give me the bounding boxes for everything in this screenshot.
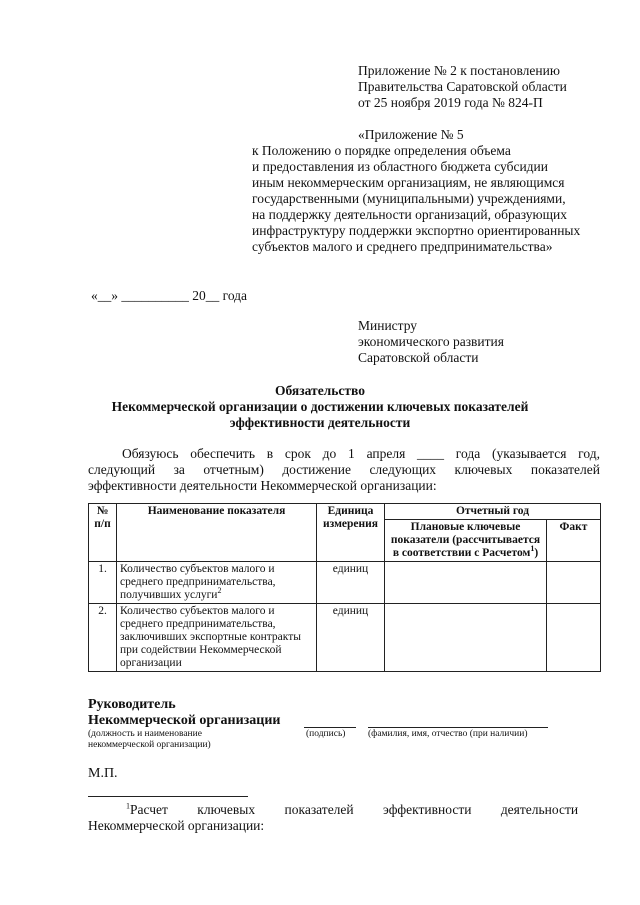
signature-title: Руководитель	[88, 697, 176, 712]
header-unit: Единица измерения	[317, 504, 385, 562]
footnote-mark: 1	[126, 801, 130, 811]
indicators-table	[88, 503, 601, 672]
footnote-mark-wrap	[126, 802, 578, 818]
regulation-line-6: на поддержку деятельности организаций, образующих	[252, 207, 567, 222]
name-line	[368, 727, 548, 728]
row-1-footnote-mark: 2	[217, 586, 222, 596]
footnote-separator	[88, 796, 248, 797]
addressee-line-2: экономического развития	[358, 334, 504, 349]
footnote-line-1	[88, 802, 600, 818]
stamp-place: М.П.	[88, 766, 118, 781]
row-1-num: 1.	[89, 562, 117, 604]
appendix-line-3: от 25 ноября 2019 года № 824-П	[358, 95, 543, 110]
row-1-name-text: Количество субъектов малого и среднего предпринимательства, получивших услуги	[120, 563, 276, 601]
date-line: «__» __________ 20__ года	[91, 288, 248, 303]
table-row	[89, 562, 601, 604]
row-2-name: Количество субъектов малого и среднего предпринимательства, заключивших экспортные контракты при содействии Некоммерческой организации	[117, 604, 317, 672]
header-num: № п/п	[89, 504, 117, 562]
row-1-plan	[385, 562, 547, 604]
regulation-line-2: к Положению о порядке определения объема	[252, 143, 511, 158]
signature-line	[304, 727, 356, 728]
sign-label: (подпись)	[306, 729, 346, 739]
intro-paragraph	[88, 446, 600, 494]
intro-line-3: эффективности деятельности Некоммерческой организации:	[88, 478, 437, 493]
footnote-text-1: Расчет ключевых показателей эффективности деятельности	[130, 802, 579, 817]
table-header-row	[89, 504, 601, 520]
appendix-line-2: Правительства Саратовской области	[358, 79, 567, 94]
heading-subtitle: Некоммерческой организации о достижении ключевых показателей	[111, 399, 529, 414]
addressee	[358, 318, 504, 366]
signature-org: Некоммерческой организации	[88, 713, 281, 728]
header-plan-footnote-mark: 1	[530, 544, 535, 554]
addressee-line-3: Саратовской области	[358, 350, 479, 365]
row-2-plan	[385, 604, 547, 672]
position-label-2: некоммерческой организации)	[88, 740, 211, 750]
footnote	[88, 802, 600, 834]
header-plan-text: Плановые ключевые показатели (рассчитывается в соответствии с Расчетом	[390, 521, 541, 559]
header-fact: Факт	[547, 520, 601, 562]
intro-line-2: следующий за отчетным) достижение следующих ключевых показателей	[88, 462, 600, 477]
regulation-line-5: государственными (муниципальными) учреждениями,	[252, 191, 566, 206]
header-name: Наименование показателя	[117, 504, 317, 562]
regulation-line-7: инфраструктуру поддержки экспортно ориентированных	[252, 223, 581, 238]
row-1-fact	[547, 562, 601, 604]
row-2-unit: единиц	[317, 604, 385, 672]
regulation-line-8: субъектов малого и среднего предпринимательства»	[252, 239, 553, 254]
fullname-label: (фамилия, имя, отчество (при наличии)	[368, 729, 528, 739]
regulation-line-1: «Приложение № 5	[358, 127, 464, 142]
position-label: (должность и наименование	[88, 729, 202, 739]
header-plan	[385, 520, 547, 562]
addressee-line-1: Министру	[358, 318, 418, 333]
heading-subtitle-2: эффективности деятельности	[229, 415, 411, 430]
intro-line-1: Обязуюсь обеспечить в срок до 1 апреля ____ года (указывается год,	[122, 446, 600, 461]
regulation-line-4: иным некоммерческим организациям, не являющимся	[252, 175, 565, 190]
appendix-header	[358, 63, 567, 111]
row-2-num: 2.	[89, 604, 117, 672]
header-plan-end: )	[534, 547, 539, 559]
table-row	[89, 604, 601, 672]
heading-title: Обязательство	[275, 383, 365, 398]
row-2-fact	[547, 604, 601, 672]
row-1-unit: единиц	[317, 562, 385, 604]
row-1-name	[117, 562, 317, 604]
appendix-line-1: Приложение № 2 к постановлению	[358, 63, 560, 78]
regulation-reference	[252, 127, 580, 255]
regulation-line-3: и предоставления из областного бюджета субсидии	[252, 159, 548, 174]
footnote-line-2: Некоммерческой организации:	[88, 818, 265, 833]
header-year: Отчетный год	[385, 504, 601, 520]
